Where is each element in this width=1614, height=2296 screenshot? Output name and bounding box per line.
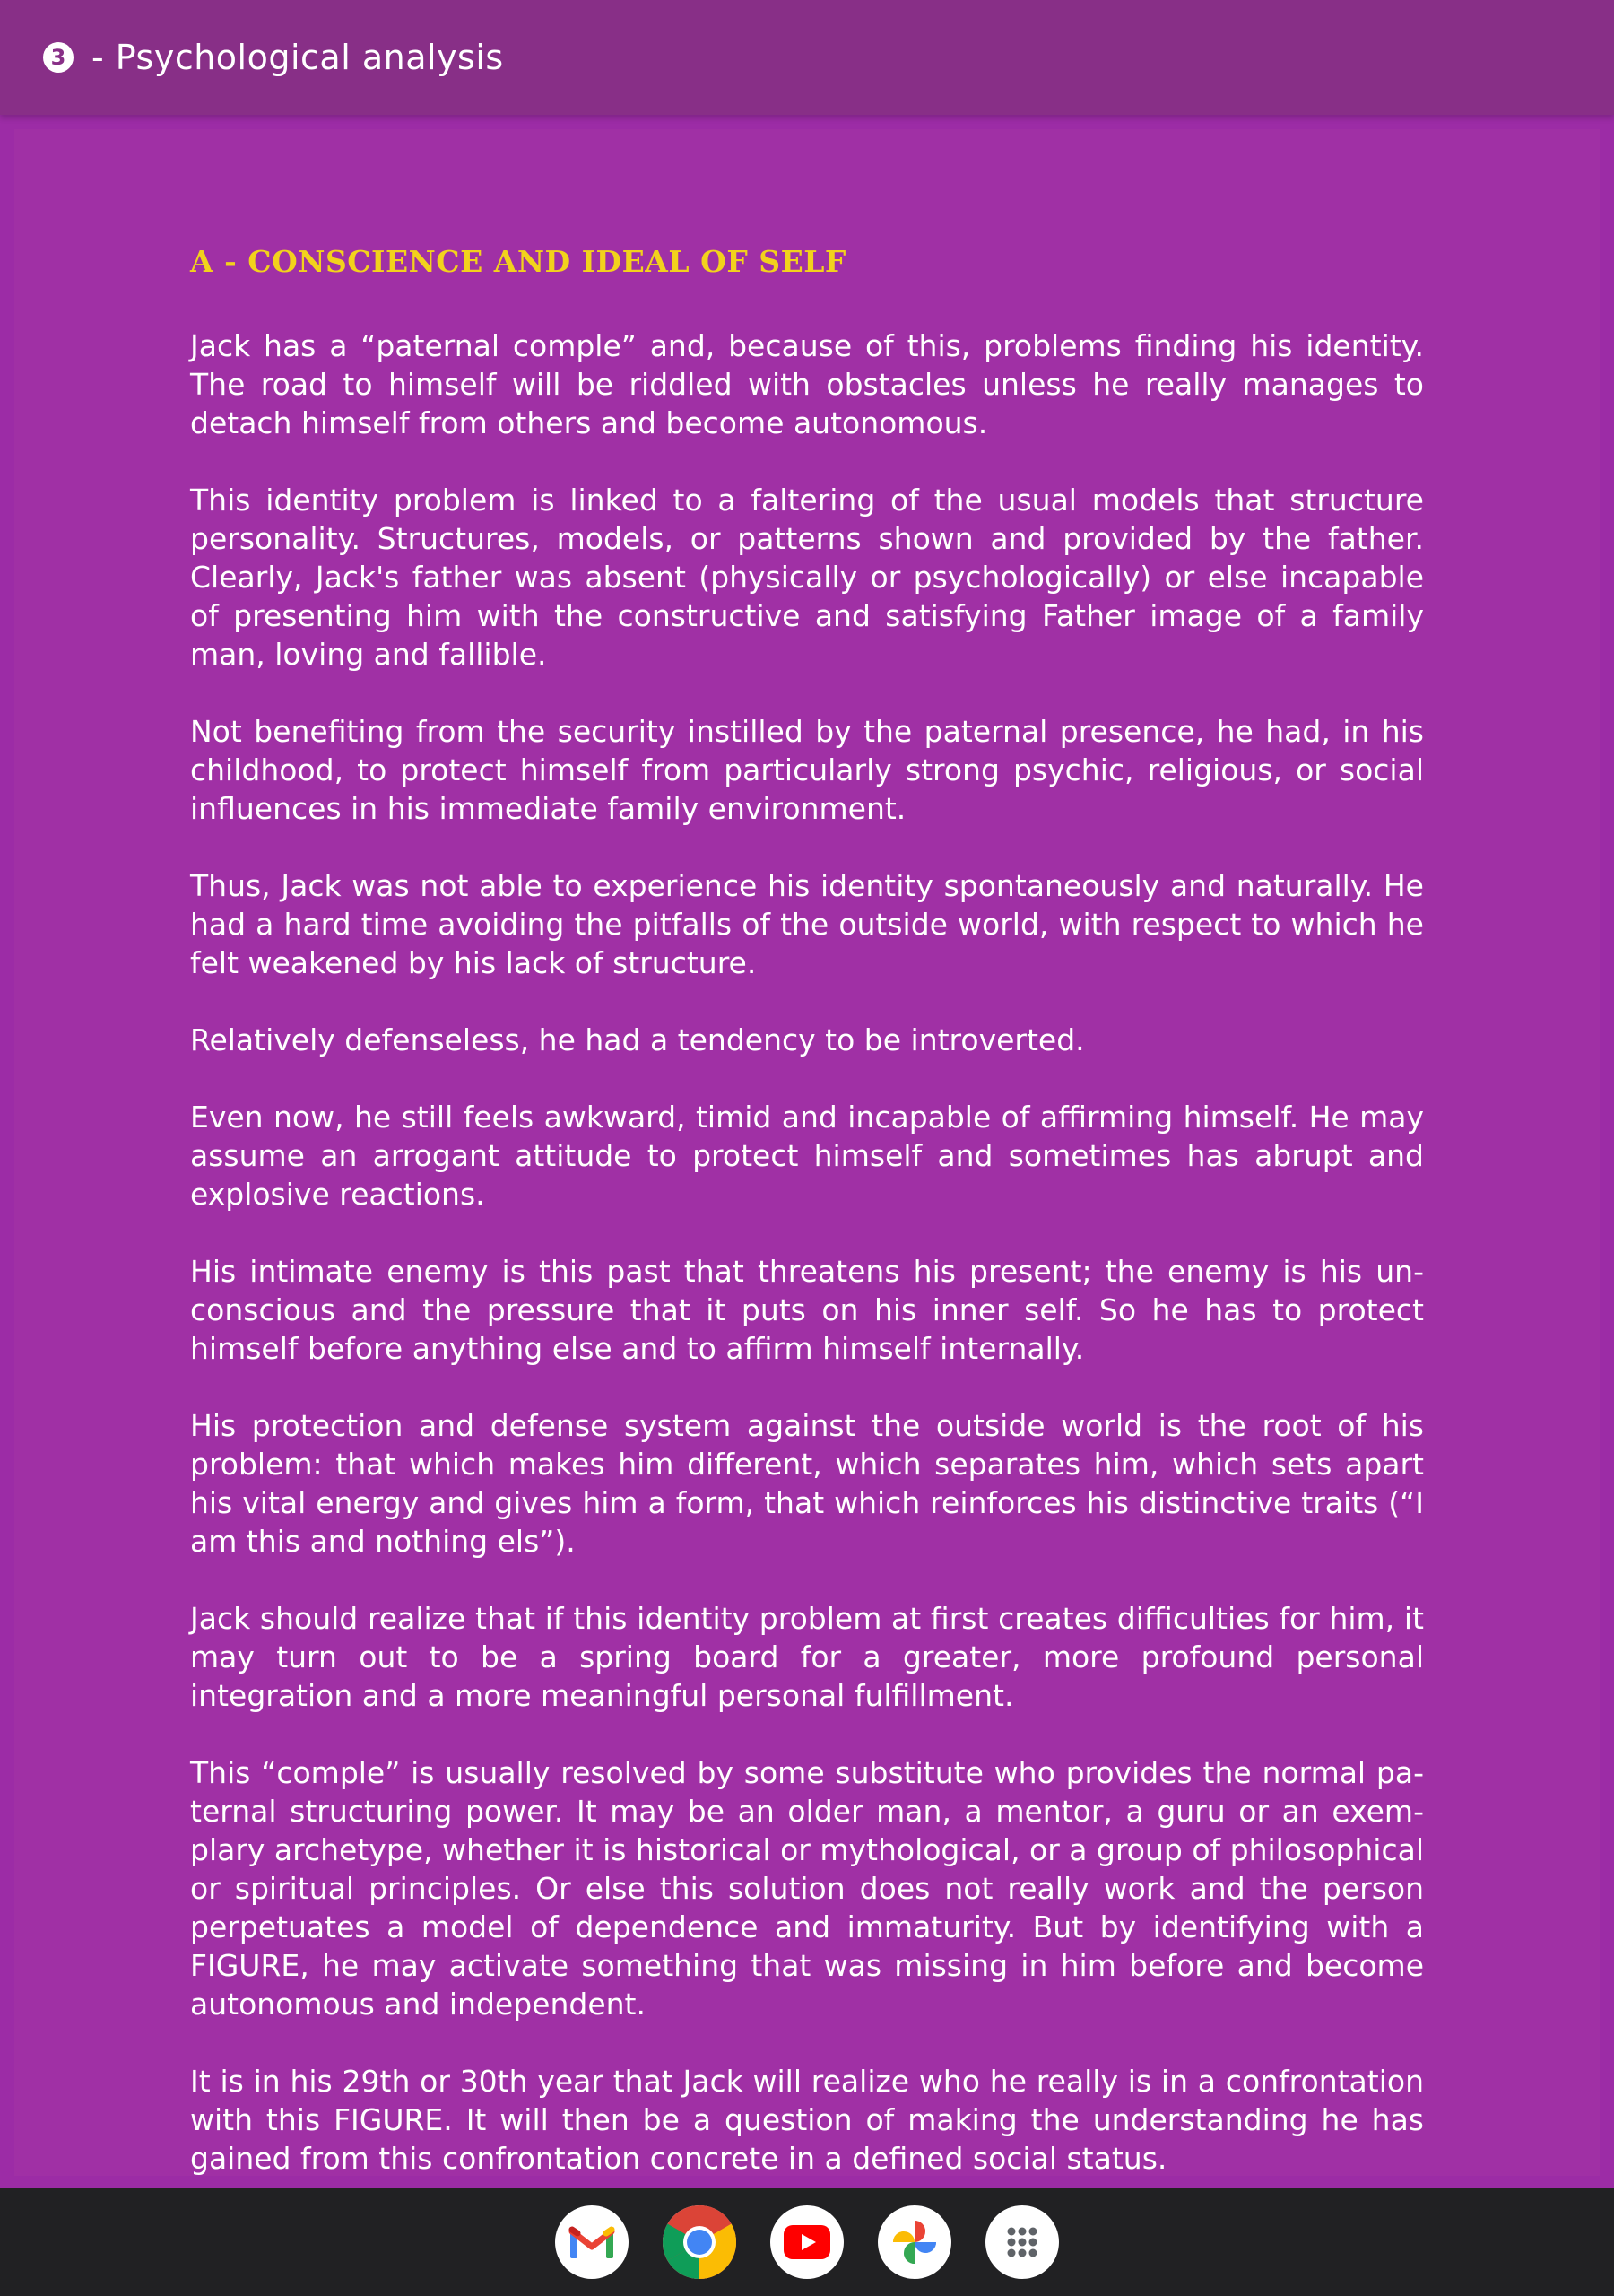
chapter-number-badge: 3: [43, 42, 74, 73]
paragraph: Even now, he still feels awkward, timid and incapable of affirming himself. He may assume an arrogant attitude to protect himself and sometimes has abrupt and explosive reactions.: [190, 1099, 1424, 1212]
photos-icon[interactable]: [878, 2205, 951, 2279]
app-grid-icon[interactable]: [985, 2205, 1059, 2279]
paragraph: His protection and defense system against the outside world is the root of his problem: that which makes him different, which separates him, which sets apart his vital energy and gives him a form, that which reinforces his distinctive traits (“I am this and nothing els”).: [190, 1407, 1424, 1559]
chrome-icon[interactable]: [663, 2205, 736, 2279]
paragraph: Relatively defenseless, he had a tendency to be introverted.: [190, 1022, 1085, 1057]
reading-content[interactable]: [14, 129, 1600, 2176]
paragraph: Jack has a “paternal comple” and, because of this, problems finding his identity. The road to himself will be riddled with obstacles unless he really manages to detach himself from others and become autonomous.: [190, 327, 1424, 440]
app-bar: [0, 0, 1614, 115]
paragraph: This identity problem is linked to a faltering of the usual models that structure personality. Structures, models, or patterns shown and provided by the father. Clearly, Jack's father was absent (physically or psychologically) or else incapable of presenting him with the constructive and satisfying Father image of a family man, loving and fallible.: [190, 482, 1424, 672]
gmail-icon[interactable]: [555, 2205, 629, 2279]
paragraph: It is in his 29th or 30th year that Jack will realize who he really is in a confrontation with this FIGURE. It will then be a question of making the understanding he has gained from this confrontation concrete in a defined social status.: [190, 2063, 1424, 2176]
paragraph: His intimate enemy is this past that threatens his present; the enemy is his unconscious and the pressure that it puts on his inner self. So he has to protect himself before anything else and to affirm himself internally.: [190, 1253, 1424, 1366]
paragraph: Thus, Jack was not able to experience his identity spontaneously and naturally. He had a hard time avoiding the pitfalls of the outside world, with respect to which he felt weakened by his lack of structure.: [190, 867, 1424, 980]
paragraph: Jack should realize that if this identity problem at first creates difficulties for him, it may turn out to be a spring board for a greater, more profound personal integration and a more meaningful personal fulfillment.: [190, 1600, 1424, 1713]
text-column: [190, 244, 1424, 2176]
paragraph: This “comple” is usually resolved by some substitute who provides the normal paternal structuring power. It may be an older man, a mentor, a guru or an exemplary archetype, whether it is historical or mythological, or a group of philosophical or spiritual principles. Or else this solution does not really work and the person perpetuates a model of dependence and immaturity. But by identifying with a FIGURE, he may activate something that was missing in him before and become autonomous and independent.: [190, 1754, 1424, 2022]
page-title: - Psychological analysis: [91, 38, 504, 77]
youtube-icon[interactable]: [770, 2205, 844, 2279]
paragraph: Not benefiting from the security instilled by the paternal presence, he had, in his childhood, to protect himself from particularly strong psychic, religious, or social influences in his immediate family environment.: [190, 713, 1424, 826]
section-heading: A - CONSCIENCE AND IDEAL OF SELF: [190, 244, 846, 279]
taskbar-dock: [0, 2188, 1614, 2296]
